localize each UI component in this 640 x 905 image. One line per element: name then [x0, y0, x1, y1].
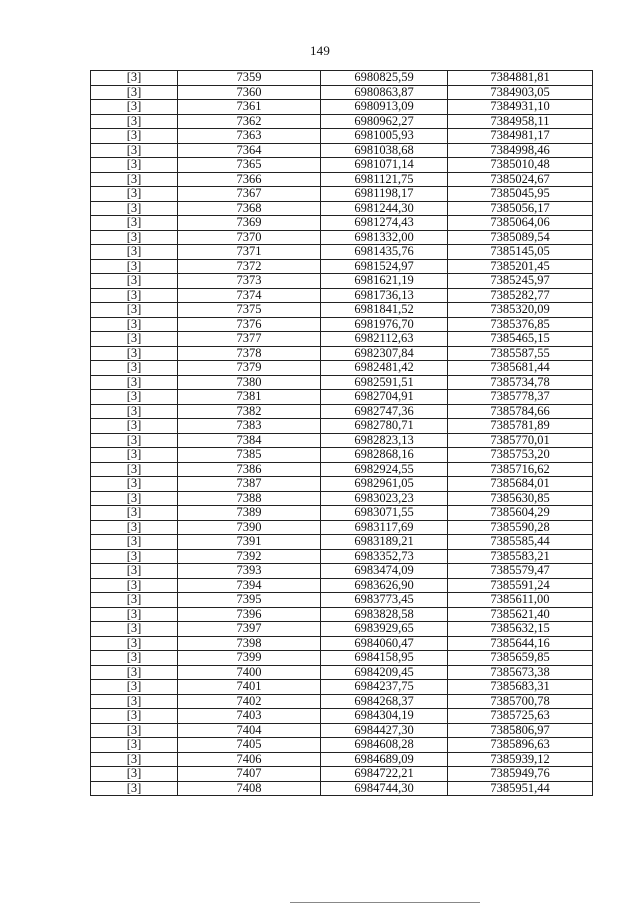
y-coordinate-cell: 7384981,17 [448, 129, 593, 144]
reference-cell: [3] [91, 245, 178, 260]
table-row [91, 622, 593, 637]
y-coordinate-cell: 7385621,40 [448, 607, 593, 622]
table-row [91, 477, 593, 492]
reference-cell: [3] [91, 636, 178, 651]
table-row [91, 259, 593, 274]
table-row [91, 636, 593, 651]
point-number-cell: 7392 [178, 549, 321, 564]
point-number-cell: 7360 [178, 85, 321, 100]
table-row [91, 549, 593, 564]
table-row [91, 448, 593, 463]
y-coordinate-cell: 7384998,46 [448, 143, 593, 158]
point-number-cell: 7375 [178, 303, 321, 318]
point-number-cell: 7402 [178, 694, 321, 709]
reference-cell: [3] [91, 709, 178, 724]
x-coordinate-cell: 6983117,69 [321, 520, 448, 535]
reference-cell: [3] [91, 549, 178, 564]
y-coordinate-cell: 7385753,20 [448, 448, 593, 463]
x-coordinate-cell: 6984722,21 [321, 767, 448, 782]
point-number-cell: 7404 [178, 723, 321, 738]
x-coordinate-cell: 6981038,68 [321, 143, 448, 158]
table-row [91, 172, 593, 187]
y-coordinate-cell: 7385591,24 [448, 578, 593, 593]
x-coordinate-cell: 6984268,37 [321, 694, 448, 709]
point-number-cell: 7385 [178, 448, 321, 463]
reference-cell: [3] [91, 361, 178, 376]
reference-cell: [3] [91, 535, 178, 550]
x-coordinate-cell: 6984304,19 [321, 709, 448, 724]
table-row [91, 187, 593, 202]
x-coordinate-cell: 6982961,05 [321, 477, 448, 492]
table-row [91, 100, 593, 115]
point-number-cell: 7362 [178, 114, 321, 129]
table-row [91, 390, 593, 405]
reference-cell: [3] [91, 564, 178, 579]
table-row [91, 781, 593, 796]
page-number: 149 [309, 43, 331, 58]
reference-cell: [3] [91, 303, 178, 318]
point-number-cell: 7388 [178, 491, 321, 506]
point-number-cell: 7367 [178, 187, 321, 202]
y-coordinate-cell: 7385896,63 [448, 738, 593, 753]
x-coordinate-cell: 6981841,52 [321, 303, 448, 318]
point-number-cell: 7374 [178, 288, 321, 303]
y-coordinate-cell: 7385145,05 [448, 245, 593, 260]
y-coordinate-cell: 7385376,85 [448, 317, 593, 332]
reference-cell: [3] [91, 158, 178, 173]
table-row [91, 535, 593, 550]
y-coordinate-cell: 7385806,97 [448, 723, 593, 738]
table-row [91, 738, 593, 753]
y-coordinate-cell: 7384881,81 [448, 71, 593, 86]
point-number-cell: 7363 [178, 129, 321, 144]
x-coordinate-cell: 6983352,73 [321, 549, 448, 564]
reference-cell: [3] [91, 448, 178, 463]
x-coordinate-cell: 6982112,63 [321, 332, 448, 347]
y-coordinate-cell: 7385064,06 [448, 216, 593, 231]
reference-cell: [3] [91, 578, 178, 593]
x-coordinate-cell: 6981524,97 [321, 259, 448, 274]
table-row [91, 593, 593, 608]
table-row [91, 274, 593, 289]
x-coordinate-cell: 6980913,09 [321, 100, 448, 115]
y-coordinate-cell: 7384958,11 [448, 114, 593, 129]
y-coordinate-cell: 7385681,44 [448, 361, 593, 376]
x-coordinate-cell: 6983929,65 [321, 622, 448, 637]
y-coordinate-cell: 7385590,28 [448, 520, 593, 535]
point-number-cell: 7401 [178, 680, 321, 695]
table-row [91, 317, 593, 332]
x-coordinate-cell: 6981976,70 [321, 317, 448, 332]
point-number-cell: 7370 [178, 230, 321, 245]
x-coordinate-cell: 6984209,45 [321, 665, 448, 680]
point-number-cell: 7408 [178, 781, 321, 796]
table-row [91, 520, 593, 535]
y-coordinate-cell: 7385659,85 [448, 651, 593, 666]
table-row [91, 752, 593, 767]
x-coordinate-cell: 6982591,51 [321, 375, 448, 390]
x-coordinate-cell: 6982868,16 [321, 448, 448, 463]
point-number-cell: 7390 [178, 520, 321, 535]
point-number-cell: 7361 [178, 100, 321, 115]
point-number-cell: 7394 [178, 578, 321, 593]
reference-cell: [3] [91, 332, 178, 347]
point-number-cell: 7395 [178, 593, 321, 608]
x-coordinate-cell: 6981621,19 [321, 274, 448, 289]
table-row [91, 665, 593, 680]
point-number-cell: 7396 [178, 607, 321, 622]
point-number-cell: 7407 [178, 767, 321, 782]
table-row [91, 404, 593, 419]
table-row [91, 709, 593, 724]
y-coordinate-cell: 7385320,09 [448, 303, 593, 318]
reference-cell: [3] [91, 85, 178, 100]
bottom-rule [290, 902, 480, 903]
table-row [91, 85, 593, 100]
y-coordinate-cell: 7385700,78 [448, 694, 593, 709]
reference-cell: [3] [91, 781, 178, 796]
reference-cell: [3] [91, 390, 178, 405]
table-row [91, 651, 593, 666]
x-coordinate-cell: 6983189,21 [321, 535, 448, 550]
y-coordinate-cell: 7385585,44 [448, 535, 593, 550]
y-coordinate-cell: 7384931,10 [448, 100, 593, 115]
reference-cell: [3] [91, 375, 178, 390]
reference-cell: [3] [91, 114, 178, 129]
table-row [91, 201, 593, 216]
table-row [91, 767, 593, 782]
point-number-cell: 7399 [178, 651, 321, 666]
y-coordinate-cell: 7385632,15 [448, 622, 593, 637]
y-coordinate-cell: 7385583,21 [448, 549, 593, 564]
point-number-cell: 7400 [178, 665, 321, 680]
table-row [91, 129, 593, 144]
point-number-cell: 7389 [178, 506, 321, 521]
reference-cell: [3] [91, 172, 178, 187]
x-coordinate-cell: 6983828,58 [321, 607, 448, 622]
y-coordinate-cell: 7385630,85 [448, 491, 593, 506]
x-coordinate-cell: 6984060,47 [321, 636, 448, 651]
reference-cell: [3] [91, 752, 178, 767]
x-coordinate-cell: 6982481,42 [321, 361, 448, 376]
point-number-cell: 7376 [178, 317, 321, 332]
table-row [91, 216, 593, 231]
table-row [91, 71, 593, 86]
reference-cell: [3] [91, 491, 178, 506]
x-coordinate-cell: 6981121,75 [321, 172, 448, 187]
reference-cell: [3] [91, 419, 178, 434]
reference-cell: [3] [91, 723, 178, 738]
y-coordinate-cell: 7384903,05 [448, 85, 593, 100]
reference-cell: [3] [91, 230, 178, 245]
table-row [91, 288, 593, 303]
point-number-cell: 7379 [178, 361, 321, 376]
y-coordinate-cell: 7385684,01 [448, 477, 593, 492]
x-coordinate-cell: 6980863,87 [321, 85, 448, 100]
reference-cell: [3] [91, 100, 178, 115]
y-coordinate-cell: 7385725,63 [448, 709, 593, 724]
point-number-cell: 7377 [178, 332, 321, 347]
table-row [91, 143, 593, 158]
x-coordinate-cell: 6981274,43 [321, 216, 448, 231]
table-row [91, 564, 593, 579]
reference-cell: [3] [91, 506, 178, 521]
x-coordinate-cell: 6982924,55 [321, 462, 448, 477]
x-coordinate-cell: 6981005,93 [321, 129, 448, 144]
point-number-cell: 7369 [178, 216, 321, 231]
point-number-cell: 7380 [178, 375, 321, 390]
table-row [91, 245, 593, 260]
table-row [91, 433, 593, 448]
reference-cell: [3] [91, 607, 178, 622]
y-coordinate-cell: 7385770,01 [448, 433, 593, 448]
point-number-cell: 7384 [178, 433, 321, 448]
point-number-cell: 7406 [178, 752, 321, 767]
reference-cell: [3] [91, 187, 178, 202]
reference-cell: [3] [91, 216, 178, 231]
table-row [91, 694, 593, 709]
y-coordinate-cell: 7385951,44 [448, 781, 593, 796]
reference-cell: [3] [91, 71, 178, 86]
reference-cell: [3] [91, 520, 178, 535]
y-coordinate-cell: 7385089,54 [448, 230, 593, 245]
table-row [91, 346, 593, 361]
point-number-cell: 7393 [178, 564, 321, 579]
point-number-cell: 7398 [178, 636, 321, 651]
point-number-cell: 7373 [178, 274, 321, 289]
y-coordinate-cell: 7385644,16 [448, 636, 593, 651]
reference-cell: [3] [91, 346, 178, 361]
reference-cell: [3] [91, 462, 178, 477]
point-number-cell: 7405 [178, 738, 321, 753]
point-number-cell: 7372 [178, 259, 321, 274]
point-number-cell: 7381 [178, 390, 321, 405]
reference-cell: [3] [91, 259, 178, 274]
x-coordinate-cell: 6983071,55 [321, 506, 448, 521]
y-coordinate-cell: 7385024,67 [448, 172, 593, 187]
y-coordinate-cell: 7385683,31 [448, 680, 593, 695]
x-coordinate-cell: 6984608,28 [321, 738, 448, 753]
y-coordinate-cell: 7385282,77 [448, 288, 593, 303]
coordinates-table [90, 70, 593, 796]
point-number-cell: 7397 [178, 622, 321, 637]
point-number-cell: 7365 [178, 158, 321, 173]
reference-cell: [3] [91, 274, 178, 289]
x-coordinate-cell: 6980825,59 [321, 71, 448, 86]
y-coordinate-cell: 7385604,29 [448, 506, 593, 521]
x-coordinate-cell: 6981244,30 [321, 201, 448, 216]
reference-cell: [3] [91, 694, 178, 709]
point-number-cell: 7368 [178, 201, 321, 216]
x-coordinate-cell: 6981435,76 [321, 245, 448, 260]
reference-cell: [3] [91, 738, 178, 753]
point-number-cell: 7383 [178, 419, 321, 434]
reference-cell: [3] [91, 433, 178, 448]
y-coordinate-cell: 7385939,12 [448, 752, 593, 767]
x-coordinate-cell: 6984427,30 [321, 723, 448, 738]
y-coordinate-cell: 7385245,97 [448, 274, 593, 289]
point-number-cell: 7364 [178, 143, 321, 158]
table-row [91, 680, 593, 695]
reference-cell: [3] [91, 317, 178, 332]
reference-cell: [3] [91, 129, 178, 144]
x-coordinate-cell: 6984158,95 [321, 651, 448, 666]
point-number-cell: 7382 [178, 404, 321, 419]
table-row [91, 361, 593, 376]
x-coordinate-cell: 6982307,84 [321, 346, 448, 361]
x-coordinate-cell: 6981198,17 [321, 187, 448, 202]
reference-cell: [3] [91, 665, 178, 680]
reference-cell: [3] [91, 201, 178, 216]
x-coordinate-cell: 6984744,30 [321, 781, 448, 796]
y-coordinate-cell: 7385056,17 [448, 201, 593, 216]
x-coordinate-cell: 6981071,14 [321, 158, 448, 173]
table-row [91, 506, 593, 521]
point-number-cell: 7386 [178, 462, 321, 477]
y-coordinate-cell: 7385465,15 [448, 332, 593, 347]
table-row [91, 419, 593, 434]
y-coordinate-cell: 7385045,95 [448, 187, 593, 202]
y-coordinate-cell: 7385673,38 [448, 665, 593, 680]
point-number-cell: 7387 [178, 477, 321, 492]
table-row [91, 578, 593, 593]
x-coordinate-cell: 6983773,45 [321, 593, 448, 608]
table-row [91, 230, 593, 245]
x-coordinate-cell: 6980962,27 [321, 114, 448, 129]
y-coordinate-cell: 7385201,45 [448, 259, 593, 274]
x-coordinate-cell: 6982823,13 [321, 433, 448, 448]
table-row [91, 491, 593, 506]
reference-cell: [3] [91, 143, 178, 158]
reference-cell: [3] [91, 404, 178, 419]
y-coordinate-cell: 7385716,62 [448, 462, 593, 477]
reference-cell: [3] [91, 680, 178, 695]
y-coordinate-cell: 7385778,37 [448, 390, 593, 405]
point-number-cell: 7359 [178, 71, 321, 86]
table-row [91, 607, 593, 622]
coordinates-table-body [91, 71, 593, 796]
point-number-cell: 7378 [178, 346, 321, 361]
point-number-cell: 7391 [178, 535, 321, 550]
x-coordinate-cell: 6983474,09 [321, 564, 448, 579]
x-coordinate-cell: 6983023,23 [321, 491, 448, 506]
reference-cell: [3] [91, 477, 178, 492]
table-row [91, 114, 593, 129]
x-coordinate-cell: 6981332,00 [321, 230, 448, 245]
table-row [91, 375, 593, 390]
point-number-cell: 7371 [178, 245, 321, 260]
x-coordinate-cell: 6984237,75 [321, 680, 448, 695]
y-coordinate-cell: 7385781,89 [448, 419, 593, 434]
x-coordinate-cell: 6984689,09 [321, 752, 448, 767]
y-coordinate-cell: 7385734,78 [448, 375, 593, 390]
table-row [91, 303, 593, 318]
y-coordinate-cell: 7385949,76 [448, 767, 593, 782]
y-coordinate-cell: 7385784,66 [448, 404, 593, 419]
y-coordinate-cell: 7385611,00 [448, 593, 593, 608]
x-coordinate-cell: 6982747,36 [321, 404, 448, 419]
table-row [91, 723, 593, 738]
reference-cell: [3] [91, 622, 178, 637]
point-number-cell: 7403 [178, 709, 321, 724]
reference-cell: [3] [91, 651, 178, 666]
table-row [91, 462, 593, 477]
x-coordinate-cell: 6982780,71 [321, 419, 448, 434]
point-number-cell: 7366 [178, 172, 321, 187]
y-coordinate-cell: 7385579,47 [448, 564, 593, 579]
table-row [91, 158, 593, 173]
reference-cell: [3] [91, 288, 178, 303]
x-coordinate-cell: 6981736,13 [321, 288, 448, 303]
y-coordinate-cell: 7385010,48 [448, 158, 593, 173]
reference-cell: [3] [91, 767, 178, 782]
x-coordinate-cell: 6983626,90 [321, 578, 448, 593]
y-coordinate-cell: 7385587,55 [448, 346, 593, 361]
x-coordinate-cell: 6982704,91 [321, 390, 448, 405]
reference-cell: [3] [91, 593, 178, 608]
table-row [91, 332, 593, 347]
